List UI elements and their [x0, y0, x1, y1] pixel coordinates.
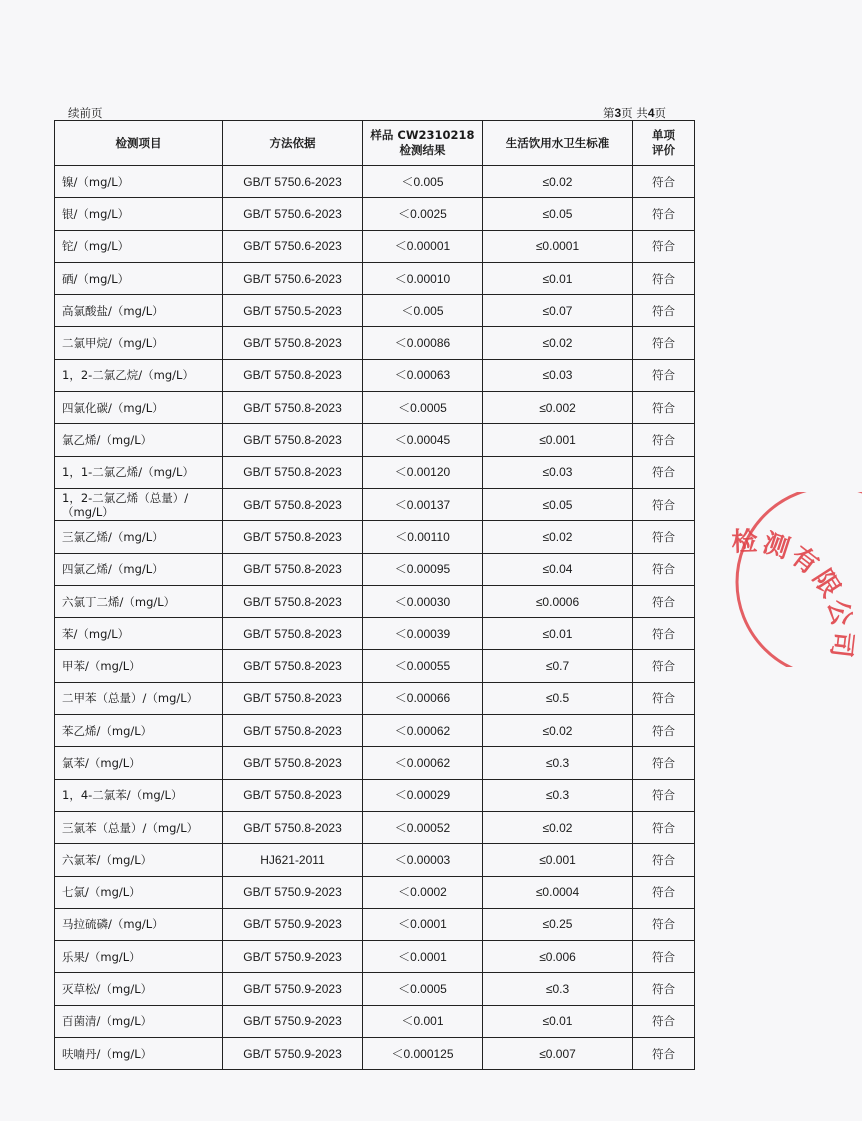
method-cell: GB/T 5750.6-2023	[223, 230, 363, 262]
page-indicator	[603, 105, 666, 121]
table-row	[55, 650, 695, 682]
page-number: 3	[614, 106, 622, 120]
item-cell: 氯苯/（mg/L）	[55, 747, 223, 779]
method-cell: GB/T 5750.8-2023	[223, 424, 363, 456]
eval-cell: 符合	[633, 198, 695, 230]
seal-graphic	[712, 492, 862, 667]
table-row	[55, 585, 695, 617]
standard-cell: ≤0.01	[483, 262, 633, 294]
result-cell: ＜0.0001	[363, 941, 483, 973]
eval-cell: 符合	[633, 392, 695, 424]
header-method: 方法依据	[223, 121, 363, 166]
result-cell: ＜0.0005	[363, 973, 483, 1005]
method-cell: GB/T 5750.6-2023	[223, 198, 363, 230]
result-cell: ＜0.00010	[363, 262, 483, 294]
standard-cell: ≤0.5	[483, 682, 633, 714]
item-cell: 苯乙烯/（mg/L）	[55, 715, 223, 747]
eval-cell: 符合	[633, 424, 695, 456]
result-cell: ＜0.00029	[363, 779, 483, 811]
result-cell: ＜0.0005	[363, 392, 483, 424]
method-cell: GB/T 5750.5-2023	[223, 295, 363, 327]
method-cell: GB/T 5750.8-2023	[223, 392, 363, 424]
standard-cell: ≤0.02	[483, 715, 633, 747]
result-cell: ＜0.00039	[363, 618, 483, 650]
item-cell: 二氯甲烷/（mg/L）	[55, 327, 223, 359]
table-row	[55, 392, 695, 424]
result-cell: ＜0.00052	[363, 811, 483, 843]
page-header	[60, 105, 666, 121]
standard-cell: ≤0.0006	[483, 585, 633, 617]
standard-cell: ≤0.05	[483, 198, 633, 230]
item-cell: 三氯乙烯/（mg/L）	[55, 521, 223, 553]
item-cell: 1，2-二氯乙烯（总量）/（mg/L）	[55, 488, 223, 520]
table-body	[55, 166, 695, 1070]
eval-cell: 符合	[633, 585, 695, 617]
table-row	[55, 456, 695, 488]
result-cell: ＜0.00062	[363, 747, 483, 779]
item-cell: 六氯苯/（mg/L）	[55, 844, 223, 876]
method-cell: GB/T 5750.9-2023	[223, 973, 363, 1005]
standard-cell: ≤0.7	[483, 650, 633, 682]
eval-cell: 符合	[633, 1005, 695, 1037]
eval-cell: 符合	[633, 295, 695, 327]
item-cell: 甲苯/（mg/L）	[55, 650, 223, 682]
svg-text:检测有限公司	[731, 527, 857, 662]
method-cell: GB/T 5750.8-2023	[223, 747, 363, 779]
method-cell: GB/T 5750.8-2023	[223, 521, 363, 553]
seal-text: 检测有限公司	[731, 526, 858, 663]
standard-cell: ≤0.04	[483, 553, 633, 585]
table-row	[55, 618, 695, 650]
standard-cell: ≤0.001	[483, 424, 633, 456]
item-cell: 四氯化碳/（mg/L）	[55, 392, 223, 424]
eval-cell: 符合	[633, 941, 695, 973]
table-row	[55, 166, 695, 198]
eval-cell: 符合	[633, 456, 695, 488]
eval-cell: 符合	[633, 262, 695, 294]
standard-cell: ≤0.07	[483, 295, 633, 327]
method-cell: GB/T 5750.8-2023	[223, 811, 363, 843]
method-cell: GB/T 5750.9-2023	[223, 941, 363, 973]
eval-cell: 符合	[633, 553, 695, 585]
results-table	[54, 120, 695, 1070]
standard-cell: ≤0.3	[483, 779, 633, 811]
result-cell: ＜0.00137	[363, 488, 483, 520]
item-cell: 1，2-二氯乙烷/（mg/L）	[55, 359, 223, 391]
red-company-seal	[712, 492, 862, 667]
table-row	[55, 1005, 695, 1037]
result-cell: ＜0.00063	[363, 359, 483, 391]
item-cell: 二甲苯（总量）/（mg/L）	[55, 682, 223, 714]
item-cell: 百菌清/（mg/L）	[55, 1005, 223, 1037]
result-cell: ＜0.00055	[363, 650, 483, 682]
item-cell: 四氯乙烯/（mg/L）	[55, 553, 223, 585]
eval-cell: 符合	[633, 521, 695, 553]
eval-cell: 符合	[633, 359, 695, 391]
table-row	[55, 359, 695, 391]
standard-cell: ≤0.01	[483, 618, 633, 650]
result-cell: ＜0.0001	[363, 908, 483, 940]
table-row	[55, 424, 695, 456]
eval-cell: 符合	[633, 1038, 695, 1070]
result-cell: ＜0.00095	[363, 553, 483, 585]
eval-cell: 符合	[633, 715, 695, 747]
item-cell: 铊/（mg/L）	[55, 230, 223, 262]
standard-cell: ≤0.03	[483, 359, 633, 391]
method-cell: HJ621-2011	[223, 844, 363, 876]
table-row	[55, 876, 695, 908]
table-row	[55, 230, 695, 262]
standard-cell: ≤0.02	[483, 811, 633, 843]
page-prefix: 第	[602, 106, 615, 120]
eval-cell: 符合	[633, 682, 695, 714]
table-row	[55, 682, 695, 714]
table-row	[55, 908, 695, 940]
item-cell: 银/（mg/L）	[55, 198, 223, 230]
standard-cell: ≤0.3	[483, 973, 633, 1005]
method-cell: GB/T 5750.8-2023	[223, 618, 363, 650]
result-cell: ＜0.000125	[363, 1038, 483, 1070]
method-cell: GB/T 5750.9-2023	[223, 908, 363, 940]
result-cell: ＜0.005	[363, 295, 483, 327]
item-cell: 灭草松/（mg/L）	[55, 973, 223, 1005]
result-cell: ＜0.00110	[363, 521, 483, 553]
standard-cell: ≤0.3	[483, 747, 633, 779]
result-cell: ＜0.001	[363, 1005, 483, 1037]
standard-cell: ≤0.02	[483, 327, 633, 359]
standard-cell: ≤0.0001	[483, 230, 633, 262]
table-row	[55, 262, 695, 294]
page-mid: 页 共	[621, 106, 648, 120]
method-cell: GB/T 5750.8-2023	[223, 715, 363, 747]
standard-cell: ≤0.25	[483, 908, 633, 940]
result-cell: ＜0.00120	[363, 456, 483, 488]
eval-cell: 符合	[633, 811, 695, 843]
table-row	[55, 327, 695, 359]
method-cell: GB/T 5750.8-2023	[223, 456, 363, 488]
table-row	[55, 973, 695, 1005]
result-cell: ＜0.00086	[363, 327, 483, 359]
eval-cell: 符合	[633, 327, 695, 359]
header-result	[363, 121, 483, 166]
method-cell: GB/T 5750.8-2023	[223, 650, 363, 682]
standard-cell: ≤0.02	[483, 166, 633, 198]
item-cell: 高氯酸盐/（mg/L）	[55, 295, 223, 327]
standard-cell: ≤0.006	[483, 941, 633, 973]
result-cell: ＜0.00066	[363, 682, 483, 714]
result-cell: ＜0.00001	[363, 230, 483, 262]
standard-cell: ≤0.03	[483, 456, 633, 488]
method-cell: GB/T 5750.8-2023	[223, 682, 363, 714]
method-cell: GB/T 5750.9-2023	[223, 1005, 363, 1037]
header-eval-line1: 单项	[652, 128, 675, 142]
result-cell: ＜0.00062	[363, 715, 483, 747]
result-cell: ＜0.0002	[363, 876, 483, 908]
item-cell: 七氯/（mg/L）	[55, 876, 223, 908]
continued-label: 续前页	[68, 106, 103, 120]
method-cell: GB/T 5750.8-2023	[223, 359, 363, 391]
table-row	[55, 715, 695, 747]
eval-cell: 符合	[633, 908, 695, 940]
header-result-label: 检测结果	[399, 143, 446, 157]
item-cell: 1，1-二氯乙烯/（mg/L）	[55, 456, 223, 488]
standard-cell: ≤0.002	[483, 392, 633, 424]
eval-cell: 符合	[633, 618, 695, 650]
result-cell: ＜0.005	[363, 166, 483, 198]
item-cell: 氯乙烯/（mg/L）	[55, 424, 223, 456]
page-suffix: 页	[654, 106, 666, 120]
method-cell: GB/T 5750.6-2023	[223, 262, 363, 294]
table-row	[55, 779, 695, 811]
standard-cell: ≤0.01	[483, 1005, 633, 1037]
method-cell: GB/T 5750.8-2023	[223, 327, 363, 359]
standard-cell: ≤0.05	[483, 488, 633, 520]
table-row	[55, 1038, 695, 1070]
item-cell: 苯/（mg/L）	[55, 618, 223, 650]
page-total: 4	[647, 106, 655, 120]
eval-cell: 符合	[633, 230, 695, 262]
header-eval-line2: 评价	[652, 143, 675, 157]
header-standard: 生活饮用水卫生标准	[483, 121, 633, 166]
item-cell: 呋喃丹/（mg/L）	[55, 1038, 223, 1070]
method-cell: GB/T 5750.9-2023	[223, 1038, 363, 1070]
standard-cell: ≤0.0004	[483, 876, 633, 908]
table-header-row	[55, 121, 695, 166]
eval-cell: 符合	[633, 747, 695, 779]
eval-cell: 符合	[633, 650, 695, 682]
standard-cell: ≤0.02	[483, 521, 633, 553]
method-cell: GB/T 5750.6-2023	[223, 166, 363, 198]
standard-cell: ≤0.007	[483, 1038, 633, 1070]
table-row	[55, 295, 695, 327]
result-cell: ＜0.00045	[363, 424, 483, 456]
table-row	[55, 198, 695, 230]
method-cell: GB/T 5750.8-2023	[223, 488, 363, 520]
eval-cell: 符合	[633, 488, 695, 520]
eval-cell: 符合	[633, 876, 695, 908]
standard-cell: ≤0.001	[483, 844, 633, 876]
item-cell: 马拉硫磷/（mg/L）	[55, 908, 223, 940]
item-cell: 硒/（mg/L）	[55, 262, 223, 294]
result-cell: ＜0.00003	[363, 844, 483, 876]
method-cell: GB/T 5750.8-2023	[223, 585, 363, 617]
eval-cell: 符合	[633, 844, 695, 876]
item-cell: 六氯丁二烯/（mg/L）	[55, 585, 223, 617]
table-row	[55, 553, 695, 585]
table-row	[55, 811, 695, 843]
result-cell: ＜0.00030	[363, 585, 483, 617]
table-row	[55, 941, 695, 973]
table-row	[55, 844, 695, 876]
method-cell: GB/T 5750.8-2023	[223, 553, 363, 585]
result-cell: ＜0.0025	[363, 198, 483, 230]
method-cell: GB/T 5750.8-2023	[223, 779, 363, 811]
eval-cell: 符合	[633, 779, 695, 811]
method-cell: GB/T 5750.9-2023	[223, 876, 363, 908]
eval-cell: 符合	[633, 973, 695, 1005]
header-result-sample: 样品 CW2310218	[370, 128, 475, 142]
item-cell: 镍/（mg/L）	[55, 166, 223, 198]
item-cell: 乐果/（mg/L）	[55, 941, 223, 973]
header-eval	[633, 121, 695, 166]
table-row	[55, 747, 695, 779]
table-row	[55, 488, 695, 520]
item-cell: 三氯苯（总量）/（mg/L）	[55, 811, 223, 843]
table-row	[55, 521, 695, 553]
eval-cell: 符合	[633, 166, 695, 198]
header-item: 检测项目	[55, 121, 223, 166]
item-cell: 1，4-二氯苯/（mg/L）	[55, 779, 223, 811]
